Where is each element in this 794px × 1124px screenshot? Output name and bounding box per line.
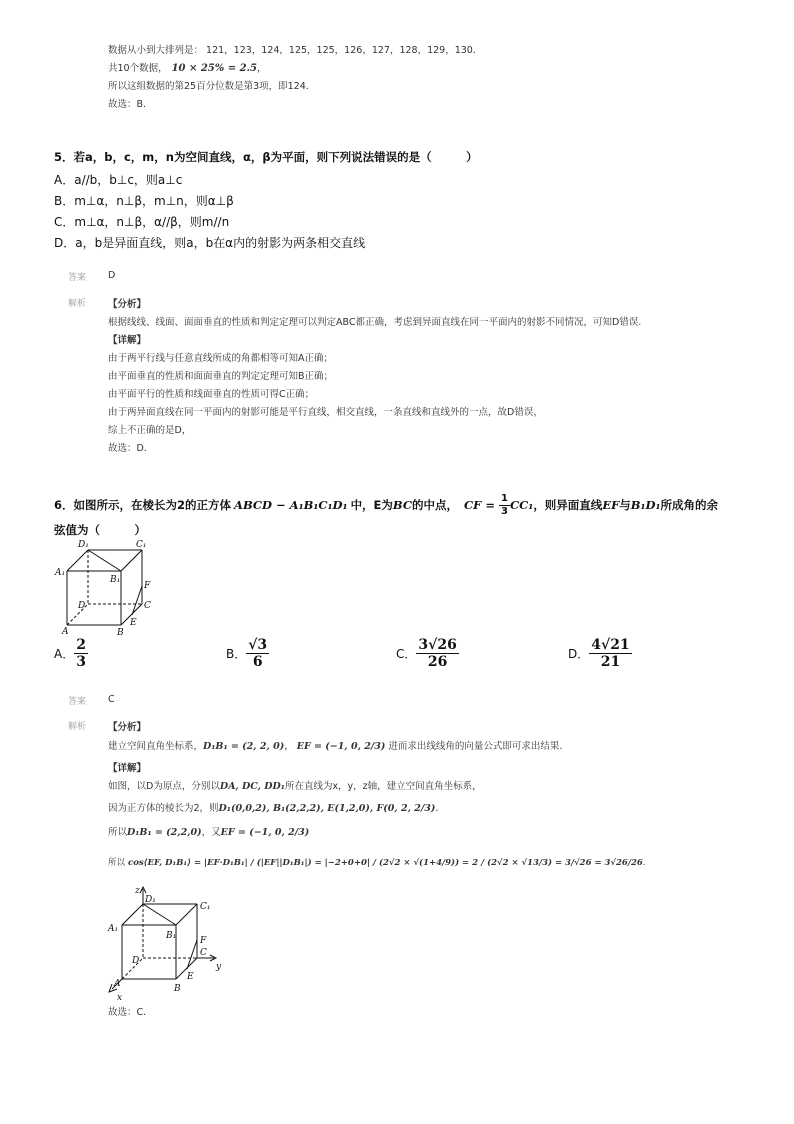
q6-option-a — [54, 638, 88, 669]
prev-line-2-text: 共10个数据， — [108, 63, 168, 74]
cube-label-a1: A₁ — [55, 568, 66, 578]
q5-option-b: B．m⊥α，n⊥β，m⊥n，则α⊥β — [54, 194, 234, 208]
q6-cube-figure — [52, 537, 162, 637]
cube-label-d: D — [78, 601, 86, 611]
q6-cos-formula: cos⟨EF, D₁B₁⟩ = |EF·D₁B₁| / (|EF||D₁B₁|) = |−2+0+0| / (2√2 × √(1+4/9)) = 2 / (2√2 × √13/3) = 3/√26 = 3√26/26 — [128, 858, 643, 868]
q6-cube-name: ABCD − A₁B₁C₁D₁ — [234, 498, 348, 512]
q6-cf-label: CF = — [464, 498, 495, 512]
q6-detail-3-d1b1: D₁B₁ = (2,2,0) — [127, 827, 202, 838]
q6-one-third — [499, 494, 510, 517]
q5-fenxi-heading: 【分析】 — [108, 299, 147, 310]
axis-label-z: z — [135, 886, 140, 896]
coord-edge-b1c1 — [176, 904, 197, 925]
q6-option-c-value — [416, 638, 458, 669]
q5-answer: D — [108, 270, 116, 281]
q6-fenxi-text-e: 进而求出线线角的向量公式即可求出结果. — [388, 741, 563, 752]
q5-analysis-label: 解析 — [68, 299, 87, 309]
q6-fenxi-heading: 【分析】 — [108, 722, 147, 733]
q6-option-d-den: 21 — [600, 654, 621, 670]
q6-option-d-label: D． — [568, 647, 590, 661]
q6-detail-2-c: ． — [435, 803, 445, 814]
axis-label-y: y — [216, 962, 222, 972]
q6-stem-line-1 — [54, 494, 718, 517]
q6-stem-text-a: 6．如图所示，在棱长为2的正方体 — [54, 498, 232, 512]
q6-option-c — [396, 638, 459, 669]
coord-label-c: C — [200, 948, 207, 958]
q6-detail-4-c: . — [642, 858, 646, 868]
q6-coordinate-figure — [104, 883, 232, 1005]
q6-stem-text-l: 所成角的余 — [660, 498, 719, 512]
cube-label-f: F — [144, 581, 151, 591]
q6-stem-text-c: 中，E为 — [350, 498, 393, 512]
q6-detail-4 — [108, 856, 646, 868]
q6-conclusion: 故选：C． — [108, 1007, 153, 1018]
q6-option-b — [226, 638, 269, 669]
q6-option-b-num: √3 — [248, 637, 268, 653]
q6-option-c-den: 26 — [427, 654, 448, 670]
cube-label-e: E — [130, 618, 137, 628]
coord-label-b: B — [174, 984, 181, 994]
segment-ef — [132, 586, 142, 615]
coord-label-a1: A₁ — [108, 924, 119, 934]
prev-line-2-formula: 10 × 25% = 2.5 — [171, 63, 258, 74]
q6-detail-2-coords: D₁(0,0,2), B₁(2,2,2), E(1,2,0), F(0, 2, 2/3) — [218, 803, 436, 814]
q6-segment-bc: BC — [392, 498, 413, 512]
q6-fenxi-text-a: 建立空间直角坐标系， — [108, 741, 204, 752]
axis-label-x: x — [117, 993, 123, 1003]
q6-option-d-num: 4√21 — [591, 637, 630, 653]
q5-detail-5: 综上不正确的是D， — [108, 425, 192, 436]
q6-xiangjie-heading: 【详解】 — [108, 763, 147, 774]
q5-detail-1: 由于两平行线与任意直线所成的角都相等可知A正确； — [108, 353, 333, 364]
cube-label-d1: D₁ — [78, 540, 89, 550]
cube-label-c1: C₁ — [136, 540, 147, 550]
coord-label-b1: B₁ — [166, 931, 177, 941]
coord-segment-d1b1 — [143, 904, 176, 925]
q5-answer-label: 答案 — [68, 273, 87, 283]
q6-fenxi-ef: EF = (−1, 0, 2/3) — [296, 741, 386, 752]
prev-line-2 — [108, 60, 267, 74]
q6-answer-label: 答案 — [68, 697, 87, 707]
cube-edge-a1d1 — [67, 550, 88, 571]
q6-detail-1-c: 所在直线为x，y，z轴，建立空间直角坐标系， — [284, 781, 482, 792]
q6-option-b-value — [246, 638, 269, 669]
q6-stem-text-h: ，则异面直线 — [533, 498, 603, 512]
q6-detail-4-a: 所以 — [108, 858, 126, 868]
q6-option-d — [568, 638, 632, 669]
q6-stem-text-e: 的中点， — [412, 498, 459, 512]
cube-edge-b1c1 — [121, 550, 142, 571]
coord-label-e: E — [187, 972, 194, 982]
q6-stem-text-j: 与 — [619, 498, 631, 512]
q6-answer: C — [108, 694, 115, 705]
q5-detail-6: 故选：D． — [108, 443, 154, 454]
q6-option-c-label: C． — [396, 647, 417, 661]
q6-option-a-num: 2 — [76, 637, 86, 653]
q6-stem-line-2: 弦值为（ ） — [54, 523, 146, 537]
q6-detail-3-a: 所以 — [108, 827, 128, 838]
q6-detail-1 — [108, 778, 482, 792]
q6-option-c-num: 3√26 — [418, 637, 457, 653]
coord-label-d1: D₁ — [145, 895, 156, 905]
q5-detail-3: 由平面平行的性质和线面垂直的性质可得C正确； — [108, 389, 315, 400]
prev-line-3: 所以这组数据的第25百分位数是第3项，即124． — [108, 81, 316, 92]
q5-option-c: C．m⊥α，n⊥β，α//β，则m//n — [54, 215, 230, 229]
prev-line-4: 故选：B． — [108, 99, 153, 110]
q6-detail-3-c: ，又 — [201, 827, 221, 838]
q6-option-b-den: 6 — [252, 654, 263, 670]
cube-label-a: A — [62, 627, 69, 637]
q6-analysis-label: 解析 — [68, 722, 87, 732]
cube-label-b1: B₁ — [110, 575, 121, 585]
q6-ef: EF — [602, 498, 620, 512]
q6-option-d-value — [589, 638, 631, 669]
q6-option-a-value — [74, 638, 88, 669]
coord-label-c1: C₁ — [200, 902, 211, 912]
q5-option-a: A．a//b，b⊥c，则a⊥c — [54, 173, 183, 187]
q6-option-b-label: B． — [226, 647, 247, 661]
q5-detail-4: 由于两异面直线在同一平面内的射影可能是平行直线，相交直线，一条直线和直线外的一点，故D错误， — [108, 407, 543, 418]
q6-fenxi-comma: ， — [284, 741, 294, 752]
cube-label-b: B — [117, 628, 124, 637]
q5-stem: 5．若a，b，c，m，n为空间直线，α，β为平面，则下列说法错误的是（ ） — [54, 150, 478, 164]
q6-option-a-den: 3 — [76, 654, 86, 670]
q6-one-third-num: 1 — [501, 493, 508, 504]
prev-line-2-punct: ， — [257, 63, 267, 74]
q6-detail-3 — [108, 824, 309, 838]
coord-label-d: D — [132, 956, 140, 966]
q6-detail-3-ef: EF = (−1, 0, 2/3) — [220, 827, 310, 838]
q6-b1d1: B₁D₁ — [630, 498, 661, 512]
coord-edge-a1d1 — [122, 904, 143, 925]
q5-option-d: D．a，b是异面直线，则a，b在α内的射影为两条相交直线 — [54, 236, 366, 250]
q6-fenxi-d1b1: D₁B₁ = (2, 2, 0) — [203, 741, 285, 752]
q5-detail-2: 由平面垂直的性质和面面垂直的判定定理可知B正确； — [108, 371, 334, 382]
q6-detail-2-a: 因为正方体的棱长为2，则 — [108, 803, 219, 814]
coord-label-a: A — [114, 979, 121, 989]
q5-xiangjie-heading: 【详解】 — [108, 335, 147, 346]
prev-line-1: 数据从小到大排列是： 121，123，124，125，125，126，127，128，129，130． — [108, 45, 483, 56]
q6-one-third-den: 3 — [501, 506, 508, 517]
coord-label-f: F — [200, 936, 207, 946]
cube-label-c: C — [144, 601, 151, 611]
q6-option-a-label: A． — [54, 647, 75, 661]
q6-cc1: CC₁ — [509, 498, 534, 512]
q6-detail-1-a: 如图，以D为原点，分别以 — [108, 781, 220, 792]
q6-detail-2 — [108, 800, 445, 814]
coord-segment-ef — [187, 940, 197, 969]
segment-d1b1 — [88, 550, 121, 571]
q6-detail-1-axes: DA, DC, DD₁ — [219, 781, 285, 792]
q6-fenxi-line — [108, 738, 562, 752]
q5-fenxi-text: 根据线线、线面、面面垂直的性质和判定定理可以判定ABC都正确，考虑到异面直线在同一平面内的射影不同情况，可知D错误. — [108, 317, 642, 328]
